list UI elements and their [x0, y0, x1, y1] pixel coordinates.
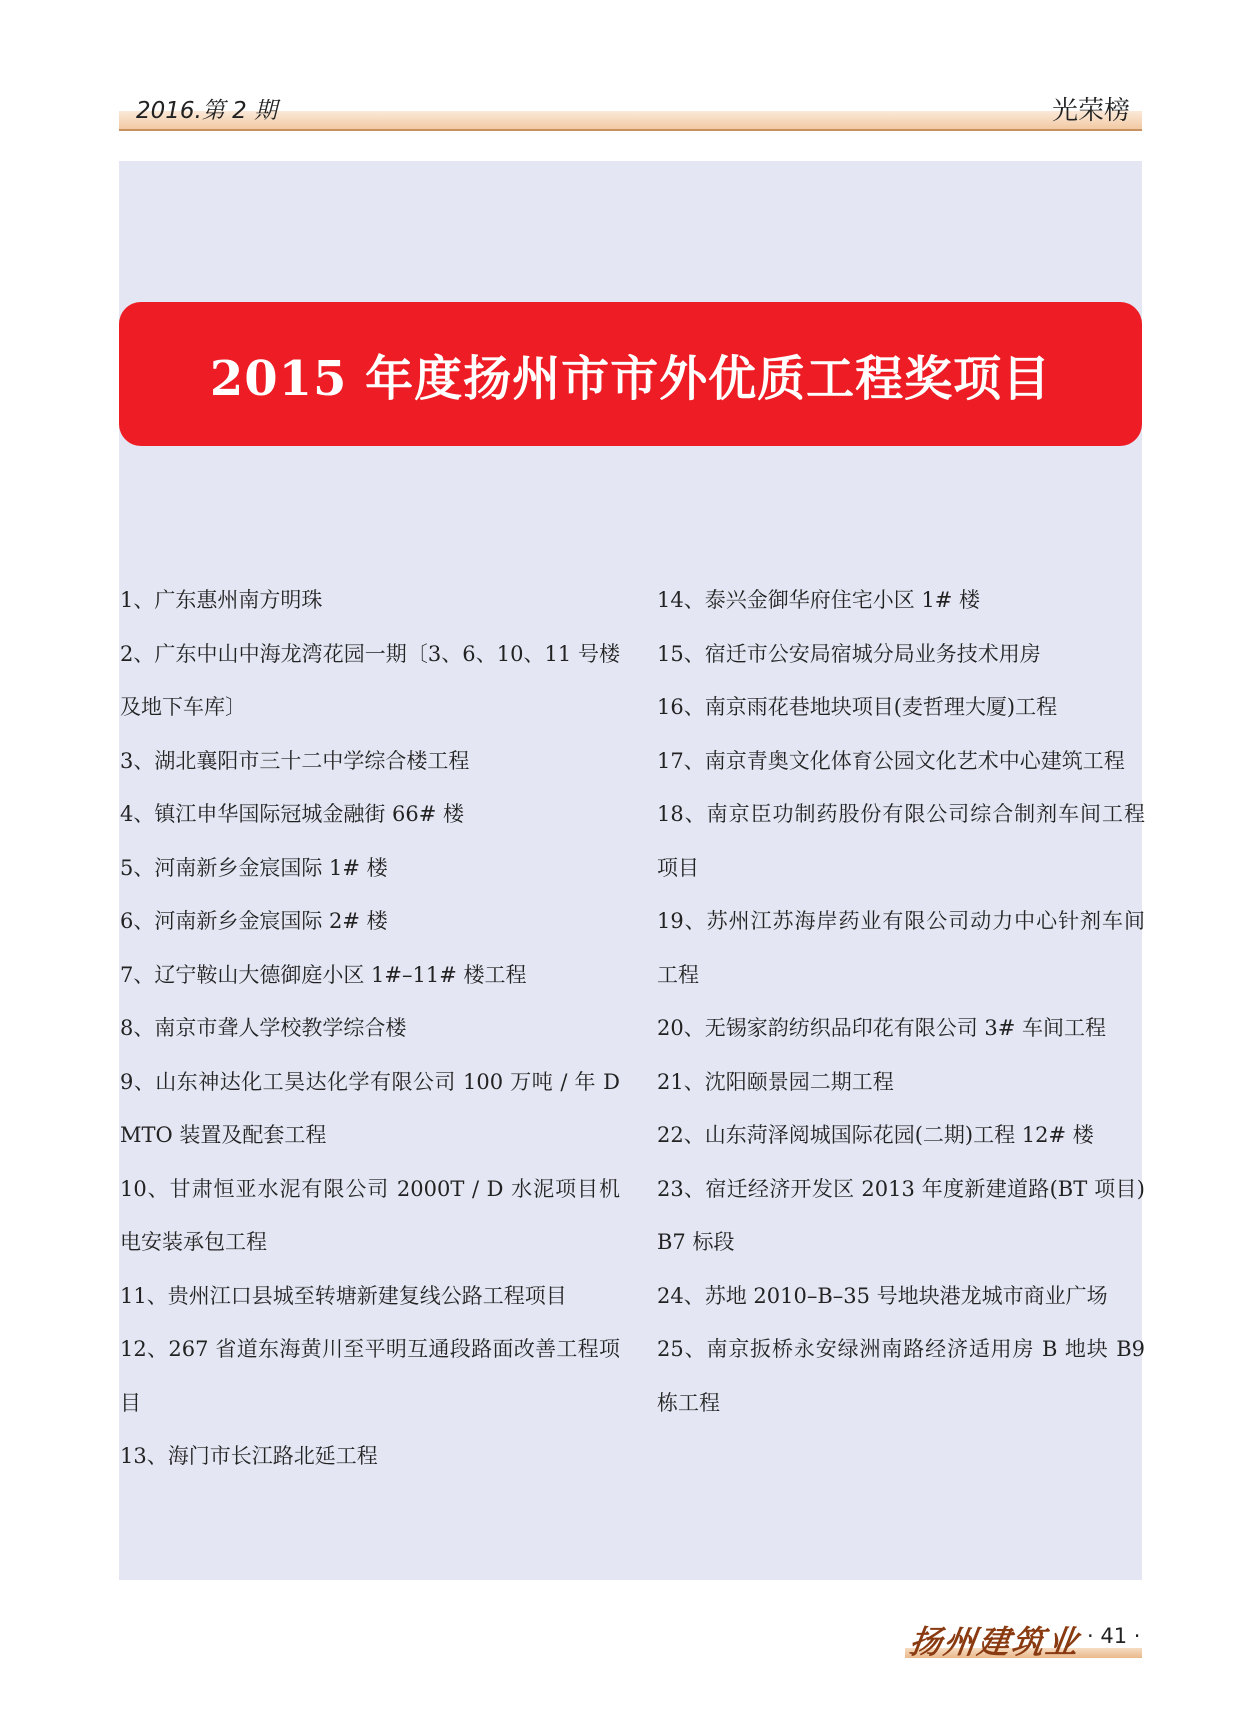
list-item: 9、山东神达化工昊达化学有限公司 100 万吨 / 年 DMTO 装置及配套工程: [120, 1069, 620, 1147]
list-item: 23、宿迁经济开发区 2013 年度新建道路(BT 项目)B7 标段: [657, 1176, 1145, 1254]
list-item: 3、湖北襄阳市三十二中学综合楼工程: [120, 748, 470, 773]
list-item: 25、南京扳桥永安绿洲南路经济适用房 B 地块 B9 栋工程: [657, 1337, 1145, 1415]
list-item: 2、广东中山中海龙湾花园一期〔3、6、10、11 号楼及地下车库〕: [120, 641, 620, 719]
list-item: 7、辽宁鞍山大德御庭小区 1#–11# 楼工程: [120, 962, 527, 987]
title-banner: [119, 302, 1142, 446]
issue-label: 2016.第 2 期: [136, 98, 278, 124]
list-item: 15、宿迁市公安局宿城分局业务技术用房: [657, 641, 1041, 666]
list-item: 24、苏地 2010–B–35 号地块港龙城市商业广场: [657, 1283, 1108, 1308]
list-item: 11、贵州江口县城至转塘新建复线公路工程项目: [120, 1283, 567, 1308]
list-item: 5、河南新乡金宸国际 1# 楼: [120, 855, 388, 880]
list-item: 21、沈阳颐景园二期工程: [657, 1069, 894, 1094]
list-item: 14、泰兴金御华府住宅小区 1# 楼: [657, 588, 981, 612]
page-title: 2015 年度扬州市市外优质工程奖项目: [209, 350, 1052, 407]
list-item: 22、山东菏泽阅城国际花园(二期)工程 12# 楼: [657, 1123, 1094, 1147]
list-item: 19、苏州江苏海岸药业有限公司动力中心针剂车间工程: [657, 909, 1145, 987]
list-item: 4、镇江申华国际冠城金融街 66# 楼: [120, 802, 465, 826]
project-list-left: [120, 574, 620, 1484]
header-rule: [119, 129, 1142, 131]
project-list-right: [657, 574, 1145, 1430]
section-label: 光荣榜: [1051, 96, 1130, 126]
list-item: 13、海门市长江路北延工程: [120, 1444, 378, 1468]
list-item: 6、河南新乡金宸国际 2# 楼: [120, 909, 388, 933]
list-item: 8、南京市聋人学校教学综合楼: [120, 1016, 407, 1040]
list-item: 1、广东惠州南方明珠: [120, 588, 323, 612]
list-item: 20、无锡家韵纺织品印花有限公司 3# 车间工程: [657, 1016, 1107, 1040]
magazine-logo: 扬州建筑业: [907, 1623, 1083, 1661]
list-item: 17、南京青奥文化体育公园文化艺术中心建筑工程: [657, 748, 1125, 773]
list-item: 18、南京臣功制药股份有限公司综合制剂车间工程项目: [657, 802, 1145, 880]
list-item: 10、甘肃恒亚水泥有限公司 2000T / D 水泥项目机电安装承包工程: [120, 1176, 620, 1254]
list-item: 12、267 省道东海黄川至平明互通段路面改善工程项目: [120, 1337, 620, 1415]
list-item: 16、南京雨花巷地块项目(麦哲理大厦)工程: [657, 695, 1058, 719]
page-number: · 41 ·: [1087, 1624, 1141, 1648]
